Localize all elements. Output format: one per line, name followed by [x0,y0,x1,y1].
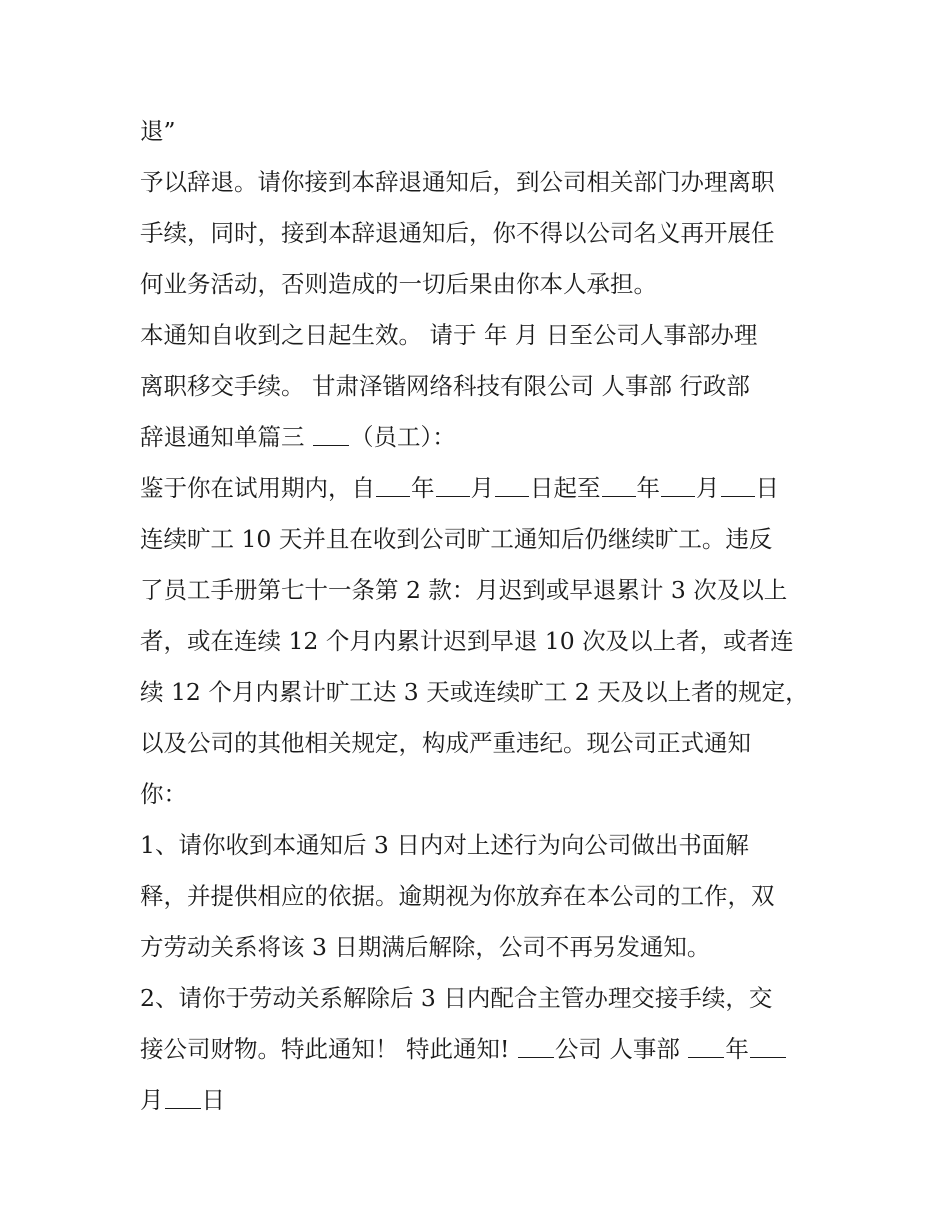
blank-line [602,476,636,497]
blank-line [661,476,695,497]
text-line: 你： [140,780,187,808]
text-line: 手续，同时，接到本辞退通知后，你不得以公司名义再开展任 [140,219,775,247]
text-line: 退” [140,117,176,145]
text-line: 1、请你收到本通知后 3 日内对上述行为向公司做出书面解 [140,831,749,859]
text-line: 予以辞退。请你接到本辞退通知后，到公司相关部门办理离职 [140,168,775,196]
blank-line [376,476,410,497]
text-segment: 辞退通知单篇三 [140,423,312,451]
blank-line [518,1037,554,1058]
text-segment: （员工）： [349,423,456,451]
text-segment: 年 [725,1035,749,1063]
text-line: 连续旷工 10 天并且在收到公司旷工通知后仍继续旷工。违反 [140,525,773,553]
text-segment: 月 [140,1086,164,1114]
text-line: 释，并提供相应的依据。逾期视为你放弃在本公司的工作，双 [140,882,775,910]
text-line: 了员工手册第七十一条第 2 款：月迟到或早退累计 3 次及以上 [140,576,788,604]
text-line: 续 12 个月内累计旷工达 3 天或连续旷工 2 天及以上者的规定， [140,678,809,706]
text-segment: 月 [696,474,720,502]
text-line: 以及公司的其他相关规定，构成严重违纪。现公司正式通知 [140,729,751,757]
text-line: 者，或在连续 12 个月内累计迟到早退 10 次及以上者，或者连 [140,627,794,655]
text-segment: 年 [636,474,660,502]
text-segment: 公司 人事部 [554,1035,688,1063]
text-segment: 日 [201,1086,225,1114]
text-line [140,1024,830,1075]
blank-line [436,476,470,497]
text-line [140,412,830,463]
text-segment: 日 [755,474,779,502]
blank-line [750,1037,786,1058]
text-line: 2、请你于劳动关系解除后 3 日内配合主管办理交接手续，交 [140,984,773,1012]
blank-line [688,1037,724,1058]
text-segment: 接公司财物。特此通知！ 特此通知! [140,1035,517,1063]
blank-line [313,425,349,446]
blank-line [165,1088,201,1109]
blank-line [495,476,529,497]
text-segment: 鉴于你在试用期内，自 [140,474,375,502]
text-segment: 年 [411,474,435,502]
text-line: 方劳动关系将该 3 日期满后解除，公司不再另发通知。 [140,933,711,961]
text-line: 何业务活动，否则造成的一切后果由你本人承担。 [140,270,657,298]
text-line: 本通知自收到之日起生效。 请于 年 月 日至公司人事部办理 [140,321,758,349]
text-segment: 日起至 [530,474,601,502]
blank-line [721,476,755,497]
document-body [140,106,830,1126]
text-line [140,1075,830,1126]
text-line [140,463,830,514]
text-segment: 月 [470,474,494,502]
text-line: 离职移交手续。 甘肃泽锴网络科技有限公司 人事部 行政部 [140,372,750,400]
